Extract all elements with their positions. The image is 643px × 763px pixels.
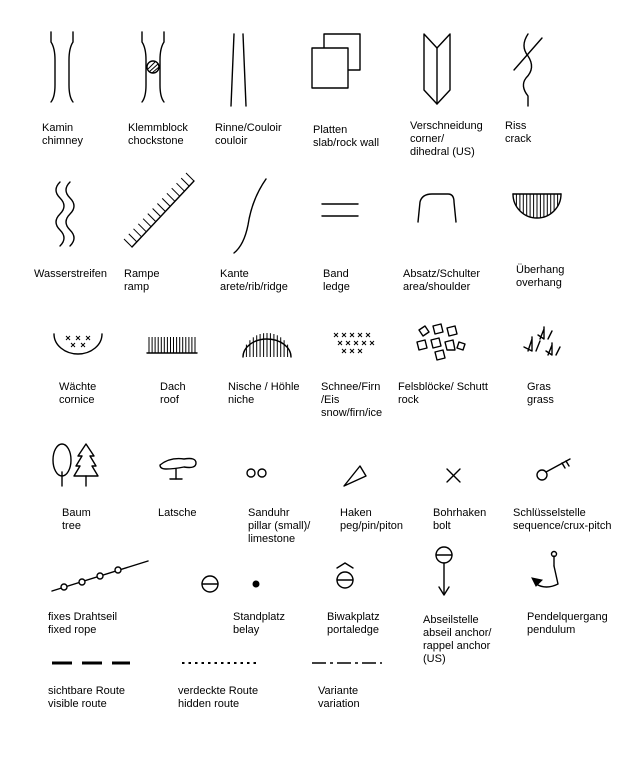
label-line: peg/pin/piton xyxy=(340,520,403,532)
arete-icon xyxy=(228,175,278,260)
label-line: fixes Drahtseil xyxy=(48,611,118,623)
snow-label xyxy=(321,381,382,420)
label-line: Klemmblock xyxy=(128,122,188,134)
label-line: Dach xyxy=(160,381,186,393)
label-line: chimney xyxy=(42,135,83,147)
overhang-icon xyxy=(507,190,567,226)
label-line: pillar (small)/ xyxy=(248,520,311,532)
slab-label xyxy=(313,124,379,150)
boulders-icon xyxy=(413,320,473,365)
label-line: cornice xyxy=(59,394,95,406)
label-line: snow/firn/ice xyxy=(321,407,383,419)
label-line: corner/ xyxy=(410,133,445,145)
label-line: Abseilstelle xyxy=(423,614,479,626)
ramp-icon xyxy=(124,175,204,257)
crack-label xyxy=(505,120,531,146)
label-line: verdeckte Route xyxy=(178,685,259,697)
label-line: Nische / Höhle xyxy=(228,381,300,393)
label-line: Rinne/Couloir xyxy=(215,122,282,134)
cornice-label xyxy=(59,381,96,407)
label-line: Platten xyxy=(313,124,348,136)
roof-icon xyxy=(145,333,205,363)
hourglass-label xyxy=(248,507,310,546)
label-line: Schnee/Firn xyxy=(321,381,381,393)
snow-icon xyxy=(328,325,388,360)
couloir-label xyxy=(215,122,282,148)
slab-icon xyxy=(308,30,364,100)
bolt-icon xyxy=(440,462,470,492)
label-line: ramp xyxy=(124,281,150,293)
water-streak-icon xyxy=(48,178,88,258)
label-line: visible route xyxy=(48,698,107,710)
chimney-label xyxy=(42,122,83,148)
hidden-route-label xyxy=(178,685,258,711)
chockstone-icon xyxy=(133,30,173,110)
water-streak-label xyxy=(34,268,107,281)
couloir-icon xyxy=(225,30,255,110)
label-line: limestone xyxy=(248,533,296,545)
visible-route-label xyxy=(48,685,125,711)
belay-icon xyxy=(196,570,276,600)
shoulder-icon xyxy=(412,190,462,230)
label-line: Haken xyxy=(340,507,372,519)
key-icon xyxy=(532,455,592,485)
label-line: area/shoulder xyxy=(403,281,471,293)
label-line: Baum xyxy=(62,507,91,519)
label-line: portaledge xyxy=(327,624,379,636)
bivouac-icon xyxy=(330,560,360,595)
label-line: Felsblöcke/ Schutt xyxy=(398,381,488,393)
label-line: Schlüsselstelle xyxy=(513,507,586,519)
label-line: (US) xyxy=(423,653,446,665)
label-line: Absatz/Schulter xyxy=(403,268,481,280)
ramp-label xyxy=(124,268,159,294)
label-line: Sanduhr xyxy=(248,507,290,519)
niche-icon xyxy=(237,333,297,363)
roof-label xyxy=(160,381,186,407)
crack-icon xyxy=(510,30,550,110)
label-line: pendulum xyxy=(527,624,576,636)
label-line: Band xyxy=(323,268,349,280)
cornice-icon xyxy=(48,330,108,366)
label-line: fixed rope xyxy=(48,624,97,636)
tree-icon xyxy=(48,438,104,494)
label-line: dihedral (US) xyxy=(410,146,475,158)
label-line: Wächte xyxy=(59,381,97,393)
grass-icon xyxy=(518,325,568,363)
label-line: Latsche xyxy=(158,507,197,519)
corner-icon xyxy=(420,30,454,110)
label-line: hidden route xyxy=(178,698,240,710)
label-line: Überhang xyxy=(516,264,565,276)
variation-icon xyxy=(308,655,388,671)
label-line: bolt xyxy=(433,520,451,532)
label-line: tree xyxy=(62,520,81,532)
niche-label xyxy=(228,381,300,407)
label-line: Biwakplatz xyxy=(327,611,380,623)
tree-label xyxy=(62,507,91,533)
bivouac-label xyxy=(327,611,380,637)
peg-label xyxy=(340,507,403,533)
pendulum-label xyxy=(527,611,608,637)
fixed-rope-label xyxy=(48,611,117,637)
pendulum-icon xyxy=(528,550,578,598)
label-line: Gras xyxy=(527,381,551,393)
label-line: slab/rock wall xyxy=(313,137,380,149)
variation-label xyxy=(318,685,360,711)
label-line: variation xyxy=(318,698,360,710)
label-line: couloir xyxy=(215,135,248,147)
label-line: Bohrhaken xyxy=(433,507,487,519)
label-line: Verschneidung xyxy=(410,120,483,132)
bolt-label xyxy=(433,507,486,533)
dwarf-pine-icon xyxy=(156,455,201,485)
grass-label xyxy=(527,381,554,407)
label-line: Kante xyxy=(220,268,249,280)
shoulder-label xyxy=(403,268,480,294)
label-line: chockstone xyxy=(128,135,184,147)
label-line: ledge xyxy=(323,281,350,293)
peg-icon xyxy=(340,458,380,498)
label-line: sequence/crux-pitch xyxy=(513,520,612,532)
hidden-route-icon xyxy=(178,655,268,671)
label-line: crack xyxy=(505,133,532,145)
label-line: Rampe xyxy=(124,268,160,280)
chockstone-label xyxy=(128,122,188,148)
arete-label xyxy=(220,268,288,294)
label-line: roof xyxy=(160,394,179,406)
label-line: overhang xyxy=(516,277,562,289)
label-line: arete/rib/ridge xyxy=(220,281,288,293)
label-line: Kamin xyxy=(42,122,74,134)
belay-label xyxy=(233,611,285,637)
visible-route-icon xyxy=(48,655,138,671)
label-line: rock xyxy=(398,394,419,406)
label-line: niche xyxy=(228,394,255,406)
abseil-anchor-icon xyxy=(430,545,460,605)
label-line: Riss xyxy=(505,120,527,132)
label-line: sichtbare Route xyxy=(48,685,126,697)
label-line: Pendelquergang xyxy=(527,611,608,623)
abseil-label xyxy=(423,614,492,666)
crux-label xyxy=(513,507,611,533)
label-line: Variante xyxy=(318,685,359,697)
dwarf-pine-label xyxy=(158,507,197,520)
label-line: belay xyxy=(233,624,260,636)
ledge-icon xyxy=(318,196,368,226)
fixed-rope-icon xyxy=(48,557,158,597)
ledge-label xyxy=(323,268,350,294)
overhang-label xyxy=(516,264,564,290)
label-line: /Eis xyxy=(321,394,340,406)
label-line: Wasserstreifen xyxy=(34,268,107,280)
label-line: grass xyxy=(527,394,554,406)
hourglass-icon xyxy=(242,463,282,483)
label-line: Standplatz xyxy=(233,611,285,623)
corner-label xyxy=(410,120,483,159)
label-line: abseil anchor/ xyxy=(423,627,492,639)
boulders-label xyxy=(398,381,488,407)
label-line: rappel anchor xyxy=(423,640,491,652)
chimney-icon xyxy=(42,30,82,110)
